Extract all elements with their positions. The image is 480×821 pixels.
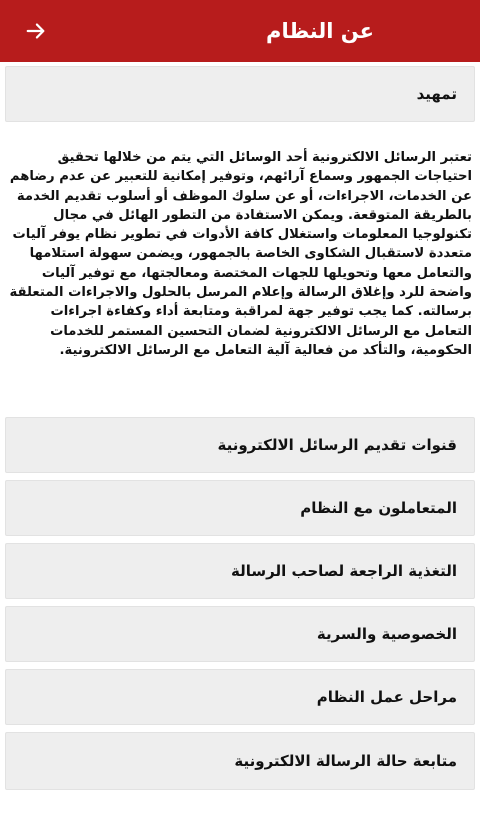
app-bar xyxy=(0,0,480,62)
section-label: مراحل عمل النظام xyxy=(316,688,457,706)
section-label: الخصوصية والسرية xyxy=(316,625,457,643)
section-message-tracking[interactable] xyxy=(5,732,475,790)
intro-heading: تمهيد xyxy=(416,85,457,103)
section-system-stages[interactable] xyxy=(5,669,475,725)
section-label: متابعة حالة الرسالة الالكترونية xyxy=(234,752,457,770)
intro-paragraph: تعتبر الرسائل الالكترونية أحد الوسائل التي يتم من خلالها تحقيق احتياجات الجمهور وسماع آرائهم، وتوفير إمكانية للتعبير عن عدم رضاهم عن الخدمات، الاجراءات، أو عن سلوك الموظف أو أسلوب تقديم الخدمة بالطريقة المتوقعة. ويمكن الاستفادة من التطور الهائل في مجال تكنولوجيا المعلومات واستغلال كافة الأدوات في تطوير نظام يوفر آليات متعددة لاستقبال الشكاوى الخاصة بالجمهور، ويضمن سهولة استلامها والتعامل معها وتحويلها للجهات المختصة ومعالجتها، مع توفير آليات واضحة للرد وإغلاق الرسالة وإعلام المرسل بالحلول والاجراءات المتعلقة برسالته. كما يجب توفير جهة لمراقبة ومتابعة أداء وكفاءة اجراءات التعامل مع الرسائل الالكترونية لضمان التحسين المستمر للخدمات الحكومية، والتأكد من فعالية آلية التعامل مع الرسائل الالكترونية. xyxy=(9,150,472,358)
section-label: التغذية الراجعة لصاحب الرسالة xyxy=(231,562,457,580)
section-label: قنوات تقديم الرسائل الالكترونية xyxy=(217,436,457,454)
section-label: المتعاملون مع النظام xyxy=(300,499,457,517)
back-button[interactable] xyxy=(20,15,52,47)
about-content xyxy=(0,62,480,821)
arrow-right-icon xyxy=(25,20,47,42)
section-privacy[interactable] xyxy=(5,606,475,662)
intro-heading-card xyxy=(5,66,475,122)
page-title: عن النظام xyxy=(266,19,374,43)
section-sender-feedback[interactable] xyxy=(5,543,475,599)
section-system-users[interactable] xyxy=(5,480,475,536)
section-submission-channels[interactable] xyxy=(5,417,475,473)
